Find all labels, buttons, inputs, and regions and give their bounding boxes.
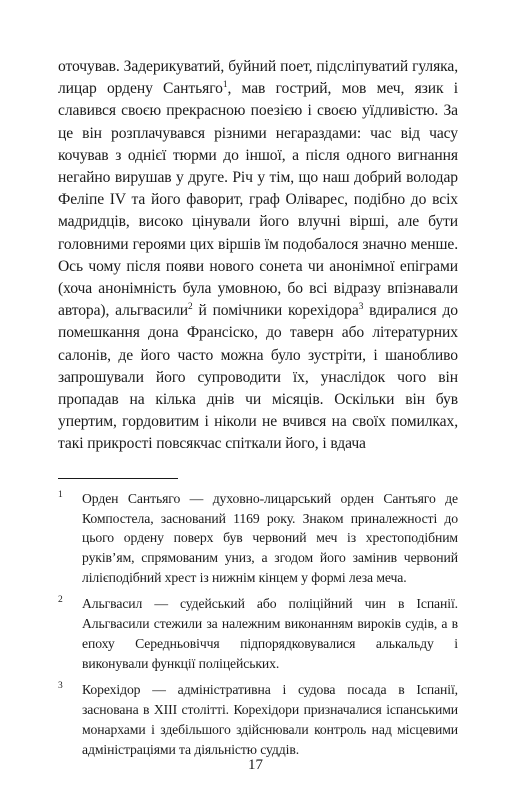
footnote-text: Орден Сантьяго — духовно-лицарський орден Сантьяго де Компостела, заснований 1169 року. Знаком приналежності до цього ордену поверх був червоний меч із хрестоподібним руків’ям, спрямованим униз, а згодом його замінив червоний лілієподібний хрест із нижнім кінцем у формі леза меча.	[82, 490, 458, 586]
footnote-ref-1: 1	[222, 80, 228, 91]
paragraph-text: оточував. Задерикуватий, буйний поет, підсліпуватий гуляка, лицар ордену Сантьяго	[58, 58, 458, 98]
footnote-marker: 2	[58, 595, 63, 606]
footnote-marker: 3	[58, 680, 63, 691]
paragraph-text: , мав гострий, мов меч, язик і славився своєю прекрасною поезією і своєю уїдливістю. За це він розплачувався різними негараздами: час від часу кочував з однієї тюрми до іншої, а після одного вигнання негайно вирушав у друге. Річ у тім, що наш добрий володар Феліпе IV та його фаворит, граф Оліварес, подібно до всіх мадридців, високо цінували його влучні вірші, але бути головними героями цих віршів їм подобалося значно менше. Ось чому після появи нового сонета чи анонімної епіграми (хоча анонімність була умовною, бо всі відразу впізнавали автора), альгвасили	[58, 80, 458, 320]
book-page	[58, 56, 458, 765]
footnote-divider	[58, 478, 178, 479]
footnote-text: Альгвасил — судейський або поліційний чин в Іспанії. Альгвасили стежили за належним виконанням вироків судів, а в епоху Середньовіччя підпорядковувалися алькальду і виконували функції поліцейських.	[82, 596, 458, 671]
footnote-1	[58, 489, 458, 589]
footnote-ref-2: 2	[188, 302, 193, 313]
footnote-2	[58, 594, 458, 674]
footnote-text: Корехідор — адміністративна і судова посада в Іспанії, заснована в XIII столітті. Корехідори призначалися іспанськими монархами і здебільшого здійснювали контроль над місцевими адміністраціями та діяльністю суддів.	[82, 681, 458, 757]
footnote-3	[58, 680, 458, 760]
paragraph-text: вдиралися до помешкання дона Франсіско, до таверн або літературних салонів, де його часто можна було зустріти, і шанобливо запрошували його супроводити їх, унаслідок чого він пропадав на кілька днів чи місяців. Оскільки він був упертим, гордовитим і ніколи не вчився на своїх помилках, такі прикрості повсякчас спіткали його, і вдача	[58, 302, 458, 453]
footnote-ref-3: 3	[358, 302, 364, 313]
main-paragraph	[58, 56, 458, 456]
paragraph-text: й помічники корехідора	[192, 302, 359, 320]
footnotes	[58, 489, 458, 760]
page-number: 17	[248, 757, 263, 773]
footnote-marker: 1	[58, 489, 63, 500]
